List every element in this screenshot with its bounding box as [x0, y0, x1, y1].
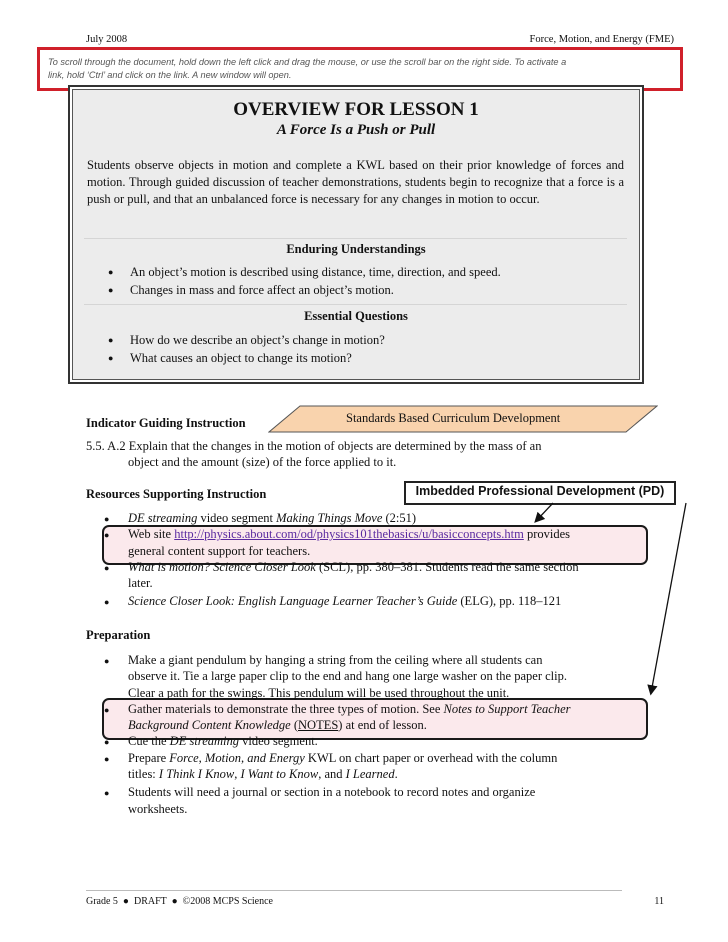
divider: [84, 304, 627, 305]
notes-link[interactable]: NOTES: [298, 718, 339, 733]
resources-heading: Resources Supporting Instruction: [86, 487, 267, 501]
bullet-icon: ●: [108, 285, 114, 295]
list-item: ● How do we describe an object’s change in motion?: [108, 333, 385, 347]
preparation-heading: Preparation: [86, 628, 151, 642]
overview-paragraph: Students observe objects in motion and complete a KWL based on their prior knowledge of forces and motion. Through guided discussion of teacher demonstrations, students begin to recognize that a force is a push or pull, and that an unbalanced force is necessary for any changes in motion to occur.: [87, 158, 624, 206]
resources-list: [104, 510, 644, 610]
bullet-icon: ●: [104, 530, 110, 541]
list-item: ● What is motion? Science Closer Look (SCL), pp. 380–381. Students read the same section later.: [104, 559, 579, 591]
lesson-overview-box: [68, 85, 644, 384]
footer-divider: [86, 890, 622, 891]
notice-line-1: To scroll through the document, hold down the left click and drag the mouse, or use the scroll bar on the right side. To activate a: [48, 57, 567, 67]
physics-website-link[interactable]: http://physics.about.com/od/physics101thebasics/u/basicconcepts.htm: [174, 527, 524, 542]
lesson-title: OVERVIEW FOR LESSON 1: [233, 99, 479, 120]
essential-questions-list: [108, 331, 628, 367]
standards-callout-label: Standards Based Curriculum Development: [346, 411, 561, 425]
bullet-icon: ●: [104, 753, 110, 764]
header-unit-title: Force, Motion, and Energy (FME): [529, 34, 674, 45]
list-item: ● DE streaming video segment Making Things Move (2:51): [104, 510, 644, 526]
pd-callout-label: Imbedded Professional Development (PD): [415, 484, 665, 498]
indicator-line-1: 5.5. A.2 Explain that the changes in the motion of objects are determined by the mass of an: [86, 439, 542, 453]
footer-info: Grade 5 ● DRAFT ● ©2008 MCPS Science: [86, 896, 273, 907]
essential-questions-heading: Essential Questions: [304, 309, 408, 323]
list-item: ● Make a giant pendulum by hanging a string from the ceiling where all students can observe it. Tie a large paper clip to the end and hang one large washer on the paper clip. Clear a path for the swings. This pendulum will be used throughout the unit.: [104, 653, 567, 700]
lesson-subtitle: A Force Is a Push or Pull: [276, 122, 436, 138]
divider: [84, 238, 627, 239]
bullet-icon: ●: [104, 704, 110, 715]
list-item: ● Changes in mass and force affect an object’s motion.: [108, 283, 394, 297]
list-item: ● Cue the DE streaming video segment.: [104, 733, 644, 749]
list-item: ● Students will need a journal or section in a notebook to record notes and organize worksheets.: [104, 785, 536, 816]
bullet-icon: ●: [104, 514, 110, 524]
list-item: ● Science Closer Look: English Language Learner Teacher’s Guide (ELG), pp. 118–121: [104, 593, 644, 609]
bullet-icon: ●: [104, 656, 110, 666]
arrow-to-materials: [651, 503, 686, 693]
page-number: 11: [654, 896, 664, 907]
bullet-icon: ●: [104, 737, 110, 748]
preparation-list: [104, 652, 644, 817]
indicator-line-2: object and the amount (size) of the force applied to it.: [128, 455, 397, 469]
list-item: ● An object’s motion is described using distance, time, direction, and speed.: [108, 265, 501, 279]
header-date: July 2008: [86, 34, 128, 45]
bullet-icon: ●: [108, 335, 114, 345]
list-item: ● Gather materials to demonstrate the three types of motion. See Notes to Support Teacher Background Content Knowledge (NOTES) at end of lesson.: [104, 701, 571, 733]
bullet-icon: ●: [108, 267, 114, 277]
bullet-icon: ●: [104, 788, 110, 799]
list-item: ● Web site http://physics.about.com/od/physics101thebasics/u/basicconcepts.htm provides general content support for teachers.: [104, 527, 571, 558]
enduring-understandings-heading: Enduring Understandings: [286, 242, 426, 256]
indicator-heading: Indicator Guiding Instruction: [86, 416, 246, 430]
list-item: ● What causes an object to change its motion?: [108, 351, 352, 365]
bullet-icon: ●: [104, 562, 110, 573]
bullet-icon: ●: [104, 597, 110, 608]
bullet-icon: ●: [108, 353, 114, 363]
list-item: ● Prepare Force, Motion, and Energy KWL on chart paper or overhead with the column titles: I Think I Know, I Want to Know, and I Learned.: [104, 750, 558, 782]
notice-line-2: link, hold ‘Ctrl’ and click on the link. A new window will open.: [48, 70, 292, 80]
enduring-understandings-list: [108, 263, 628, 299]
